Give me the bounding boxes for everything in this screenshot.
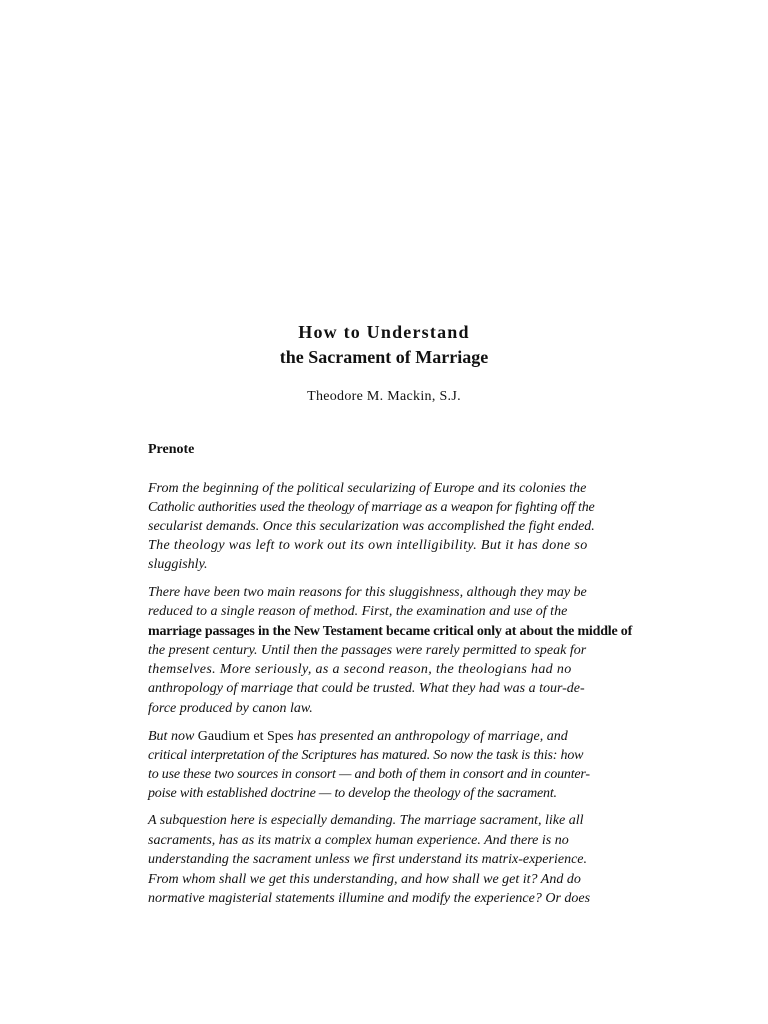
paragraph-line: the present century. Until then the passages were rarely permitted to speak for bbox=[148, 642, 587, 658]
paragraph-line: A subquestion here is especially demanding. The marriage sacrament, like all bbox=[148, 813, 584, 828]
paragraph-line: Catholic authorities used the theology of marriage as a weapon for fighting off the bbox=[148, 500, 595, 515]
paragraph-line: secularist demands. Once this secularization was accomplished the fight ended. bbox=[148, 519, 595, 534]
section-heading: Prenote bbox=[148, 442, 195, 457]
paragraph-line: There have been two main reasons for this sluggishness, although they may be bbox=[148, 585, 587, 600]
title-line-2: the Sacrament of Marriage bbox=[279, 347, 489, 367]
paragraph-line: sluggishly. bbox=[148, 557, 208, 572]
paragraph-line: critical interpretation of the Scriptures has matured. So now the task is this: how bbox=[148, 748, 584, 763]
paragraph-line: marriage passages in the New Testament became critical only at about the middle of bbox=[148, 623, 633, 639]
paragraph-line: normative magisterial statements illumine and modify the experience? Or does bbox=[148, 891, 591, 906]
paragraph-line: themselves. More seriously, as a second reason, the theologians had no bbox=[148, 662, 572, 678]
paragraph-line: From the beginning of the political secularizing of Europe and its colonies the bbox=[148, 481, 587, 496]
title-line-1: How to Understand bbox=[298, 322, 470, 342]
paragraph-line bbox=[148, 727, 644, 746]
paragraph-line: anthropology of marriage that could be trusted. What they had was a tour-de- bbox=[148, 681, 585, 697]
paragraph-line: to use these two sources in consort — and both of them in consort and in counter- bbox=[148, 767, 590, 782]
paragraph-line: sacraments, has as its matrix a complex human experience. And there is no bbox=[148, 832, 569, 848]
paragraph-line: reduced to a single reason of method. First, the examination and use of the bbox=[148, 604, 568, 620]
paragraph-1 bbox=[148, 479, 644, 574]
paragraph-line: The theology was left to work out its own intelligibility. But it has done so bbox=[148, 538, 588, 553]
paragraph-3 bbox=[148, 727, 644, 803]
paragraph-line: From whom shall we get this understanding, and how shall we get it? And do bbox=[148, 871, 581, 887]
paragraph-line: understanding the sacrament unless we first understand its matrix-experience. bbox=[148, 852, 587, 867]
paragraph-line: force produced by canon law. bbox=[148, 700, 313, 716]
paragraph-line: poise with established doctrine — to develop the theology of the sacrament. bbox=[148, 786, 557, 801]
work-title: Gaudium et Spes bbox=[197, 729, 294, 744]
line-text: has presented an anthropology of marriage, and bbox=[293, 729, 568, 744]
line-text: But now bbox=[148, 729, 198, 744]
paragraph-2 bbox=[148, 583, 644, 718]
author-byline: Theodore M. Mackin, S.J. bbox=[307, 389, 461, 404]
paragraph-4 bbox=[148, 811, 644, 909]
